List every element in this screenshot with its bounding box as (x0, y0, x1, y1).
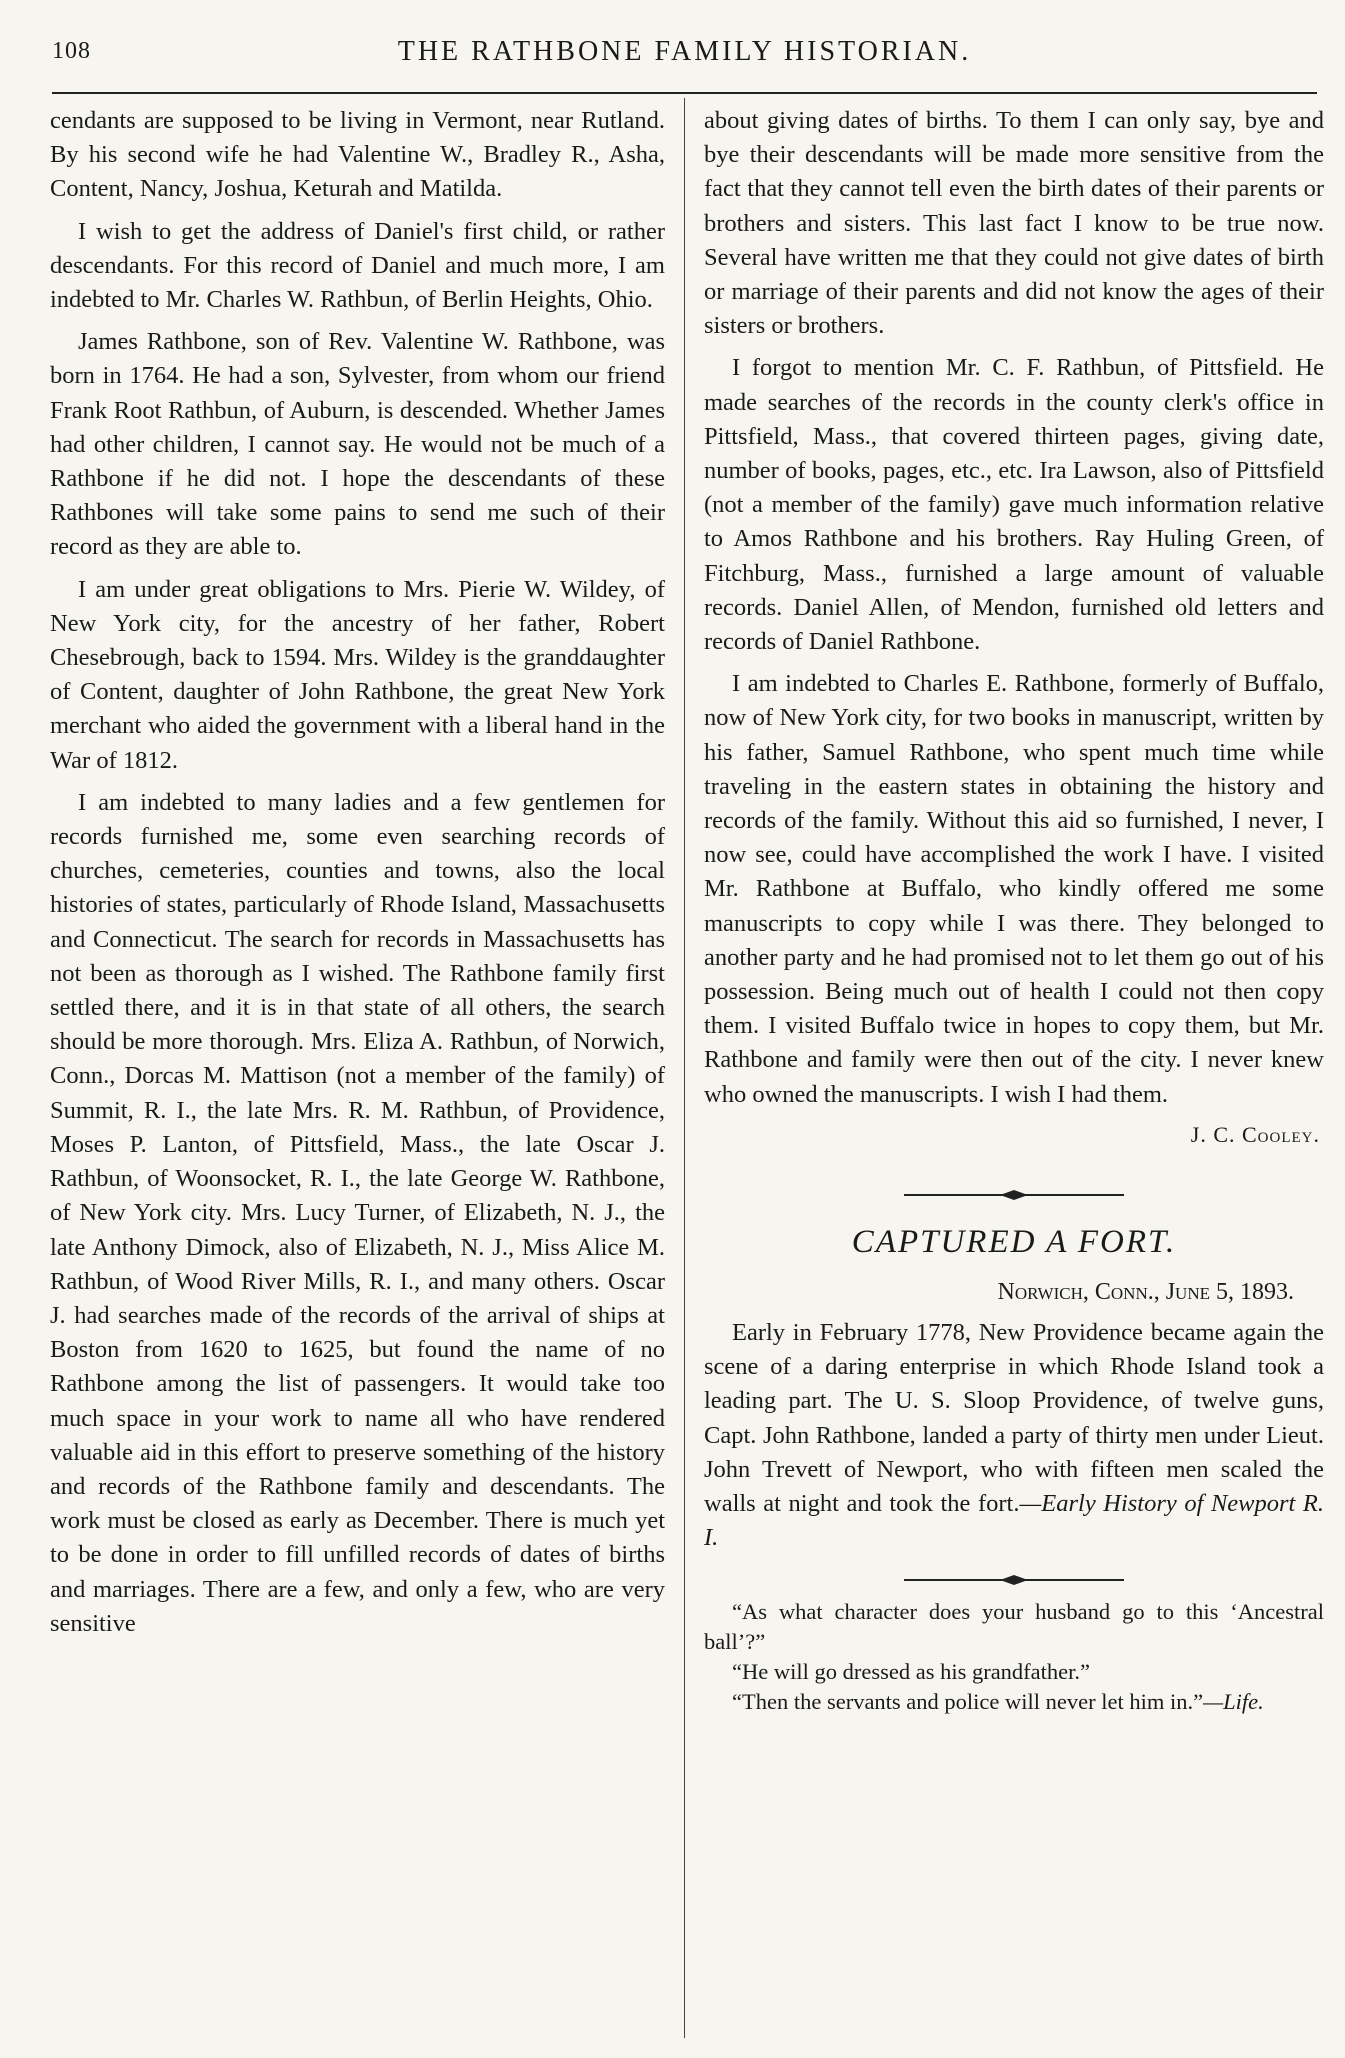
article-source: —Early History of Newport R. I. (704, 1489, 1325, 1552)
anecdote-line: “As what character does your husband go to this ‘Ancestral ball’?” (704, 1599, 1324, 1655)
paragraph: I am under great obligations to Mrs. Pierie W. Wildey, of New York city, for the ancestry of her father, Robert Chesebrough, back to 1594. Mrs. Wildey is the granddaughter of Content, daughter of John Rathbone, the great New York merchant who aided the government with a liberal hand in the War of 1812. (50, 575, 665, 774)
article-dateline: Norwich, Conn., June 5, 1893. (997, 1278, 1294, 1305)
page-number: 108 (52, 38, 91, 64)
paragraph: I am indebted to Charles E. Rathbone, formerly of Buffalo, now of New York city, for two books in manuscript, written by his father, Samuel Rathbone, who spent much time while traveling in the eastern states in obtaining the history and records of the family. Without this aid so furnished, I never, I now see, could have accomplished the work I have. I visited Mr. Rathbone at Buffalo, who kindly offered me some manuscripts to copy while I was there. They belonged to another party and he had promised not to let them go out of his possession. Being much out of health I could not then copy them. I visited Buffalo twice in hopes to copy them, but Mr. Rathbone and family were then out of the city. I never knew who owned the manuscripts. I wish I had them. (704, 670, 1324, 1108)
article-body (704, 1316, 1324, 1555)
author-signature: J. C. Cooley. (1190, 1121, 1320, 1147)
anecdote-line-text: “Then the servants and police will never let him in.” (732, 1689, 1204, 1715)
ornament-divider (904, 1573, 1124, 1587)
anecdote-source: —Life. (1203, 1689, 1264, 1715)
header-rule (52, 92, 1317, 94)
paragraph: about giving dates of births. To them I can only say, bye and bye their descendants will be made more sensitive from the fact that they cannot tell even the birth dates of their parents or brothers and sisters. This last fact I know to be true now. Several have written me that they could not give dates of birth or marriage of their parents and did not know the ages of their sisters or brothers. (704, 107, 1324, 340)
paragraph: I forgot to mention Mr. C. F. Rathbun, of Pittsfield. He made searches of the records in the county clerk's office in Pittsfield, Mass., that covered thirteen pages, giving date, number of books, pages, etc., etc. Ira Lawson, also of Pittsfield (not a member of the family) gave much information relative to Amos Rathbone and his brothers. Ray Huling Green, of Fitchburg, Mass., furnished a large amount of valuable records. Daniel Allen, of Mendon, furnished old letters and records of Daniel Rathbone. (704, 354, 1324, 656)
page-header (52, 34, 1317, 74)
anecdote-line (704, 1687, 1324, 1717)
column-divider (684, 98, 685, 2038)
anecdote (704, 1597, 1324, 1717)
paragraph: cendants are supposed to be living in Vermont, near Rutland. By his second wife he had Valentine W., Bradley R., Asha, Content, Nancy, Joshua, Keturah and Matilda. (50, 107, 665, 203)
right-column (704, 104, 1324, 1717)
anecdote-line: “He will go dressed as his grandfather.” (732, 1659, 1091, 1685)
running-title: THE RATHBONE FAMILY HISTORIAN. (397, 36, 972, 67)
paragraph: James Rathbone, son of Rev. Valentine W. Rathbone, was born in 1764. He had a son, Sylvester, from whom our friend Frank Root Rathbun, of Auburn, is descended. Whether James had other children, I cannot say. He would not be much of a Rathbone if he did not. I hope the descendants of these Rathbones will take some pains to send me such of their record as they are able to. (50, 328, 665, 561)
article-body-text: Early in February 1778, New Providence became again the scene of a daring enterprise in which Rhode Island took a leading part. The U. S. Sloop Providence, of twelve guns, Capt. John Rathbone, landed a party of thirty men under Lieut. John Trevett of Newport, who with fifteen men scaled the walls at night and took the fort. (704, 1318, 1324, 1517)
ornament-divider (904, 1188, 1124, 1202)
paragraph: I am indebted to many ladies and a few gentlemen for records furnished me, some even searching records of churches, cemeteries, counties and towns, also the local histories of states, particularly of Rhode Island, Massachusetts and Connecticut. The search for records in Massachusetts has not been as thorough as I wished. The Rathbone family first settled there, and it is in that state of all others, the search should be more thorough. Mrs. Eliza A. Rathbun, of Norwich, Conn., Dorcas M. Mattison (not a member of the family) of Summit, R. I., the late Mrs. R. M. Rathbun, of Providence, Moses P. Lanton, of Pittsfield, Mass., the late Oscar J. Rathbun, of Woonsocket, R. I., the late George W. Rathbone, of New York city. Mrs. Lucy Turner, of Elizabeth, N. J., the late Anthony Dimock, also of Elizabeth, N. J., Miss Alice M. Rathbun, of Wood River Mills, R. I., and many others. Oscar J. had searches made of the records of the arrival of ships at Boston from 1620 to 1625, but found the name of no Rathbone among the list of passengers. It would take too much space in your work to name all who have rendered valuable aid in this effort to preserve something of the history and records of the Rathbone family and descendants. The work must be closed as early as December. There is much yet to be done in order to fill unfilled records of dates of births and marriages. There are a few, and only a few, who are very sensitive (50, 788, 665, 1637)
paragraph: I wish to get the address of Daniel's first child, or rather descendants. For this record of Daniel and much more, I am indebted to Mr. Charles W. Rathbun, of Berlin Heights, Ohio. (50, 217, 665, 314)
left-column (50, 104, 665, 1649)
article-heading: CAPTURED A FORT. (851, 1223, 1177, 1260)
